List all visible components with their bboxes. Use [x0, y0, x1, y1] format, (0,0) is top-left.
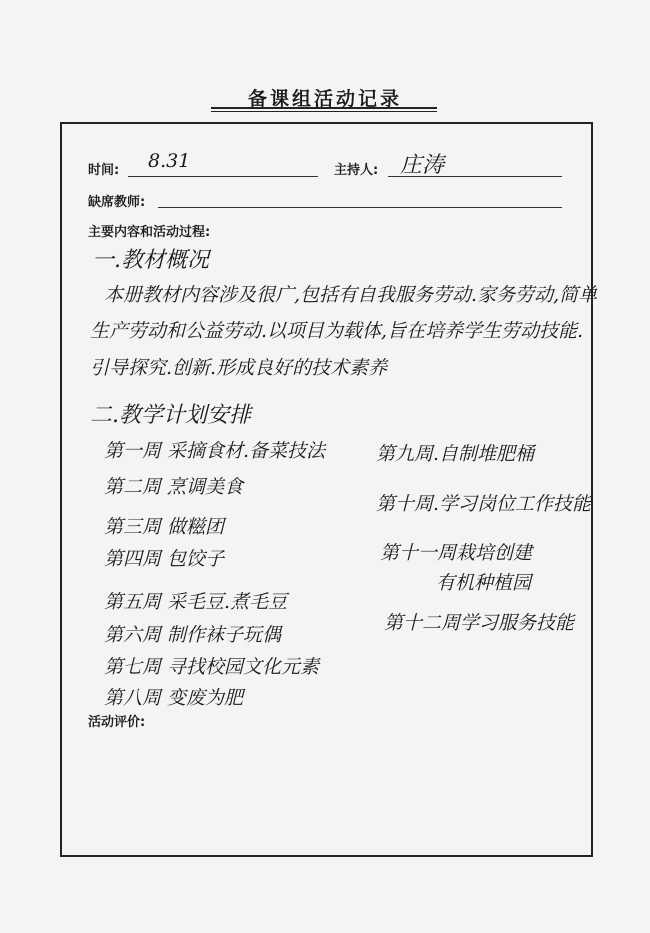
- content-line: 本册教材内容涉及很广,包括有自我服务劳动.家务劳动,简单: [104, 284, 598, 306]
- time-value: 8.31: [148, 150, 191, 172]
- schedule-item: 第十二周学习服务技能: [384, 612, 575, 634]
- schedule-item: 第十周.学习岗位工作技能: [376, 493, 592, 515]
- schedule-item: 有机种植园: [436, 572, 532, 594]
- schedule-item: 第五周 采毛豆.煮毛豆: [104, 591, 288, 613]
- section-heading: 一.教材概况: [92, 248, 209, 273]
- content-line: 生产劳动和公益劳动.以项目为载体,旨在培养学生劳动技能.: [90, 320, 584, 342]
- evaluation-label: 活动评价:: [88, 715, 146, 730]
- title-underline-thin: [211, 111, 437, 112]
- host-label: 主持人:: [334, 163, 379, 178]
- schedule-item: 第六周 制作袜子玩偶: [104, 624, 282, 646]
- schedule-item: 第四周 包饺子: [104, 548, 225, 570]
- section-heading: 二.教学计划安排: [90, 403, 251, 428]
- schedule-item: 第九周.自制堆肥桶: [376, 443, 535, 465]
- page-title: 备课组活动记录: [247, 88, 402, 110]
- schedule-item: 第二周 烹调美食: [104, 476, 244, 498]
- schedule-item: 第八周 变废为肥: [104, 687, 244, 709]
- absent-teachers-line[interactable]: [158, 207, 562, 208]
- absent-teachers-label: 缺席教师:: [88, 195, 146, 210]
- time-line[interactable]: [128, 176, 318, 177]
- schedule-item: 第一周 采摘食材.备菜技法: [104, 440, 326, 462]
- schedule-item: 第七周 寻找校园文化元素: [104, 656, 320, 678]
- schedule-item: 第三周 做糍团: [104, 516, 225, 538]
- time-label: 时间:: [88, 163, 120, 178]
- content-line: 引导探究.创新.形成良好的技术素养: [90, 357, 388, 379]
- host-value: 庄涛: [400, 153, 445, 178]
- schedule-item: 第十一周栽培创建: [380, 542, 533, 564]
- title-underline: [211, 107, 437, 109]
- content-label: 主要内容和活动过程:: [88, 225, 211, 240]
